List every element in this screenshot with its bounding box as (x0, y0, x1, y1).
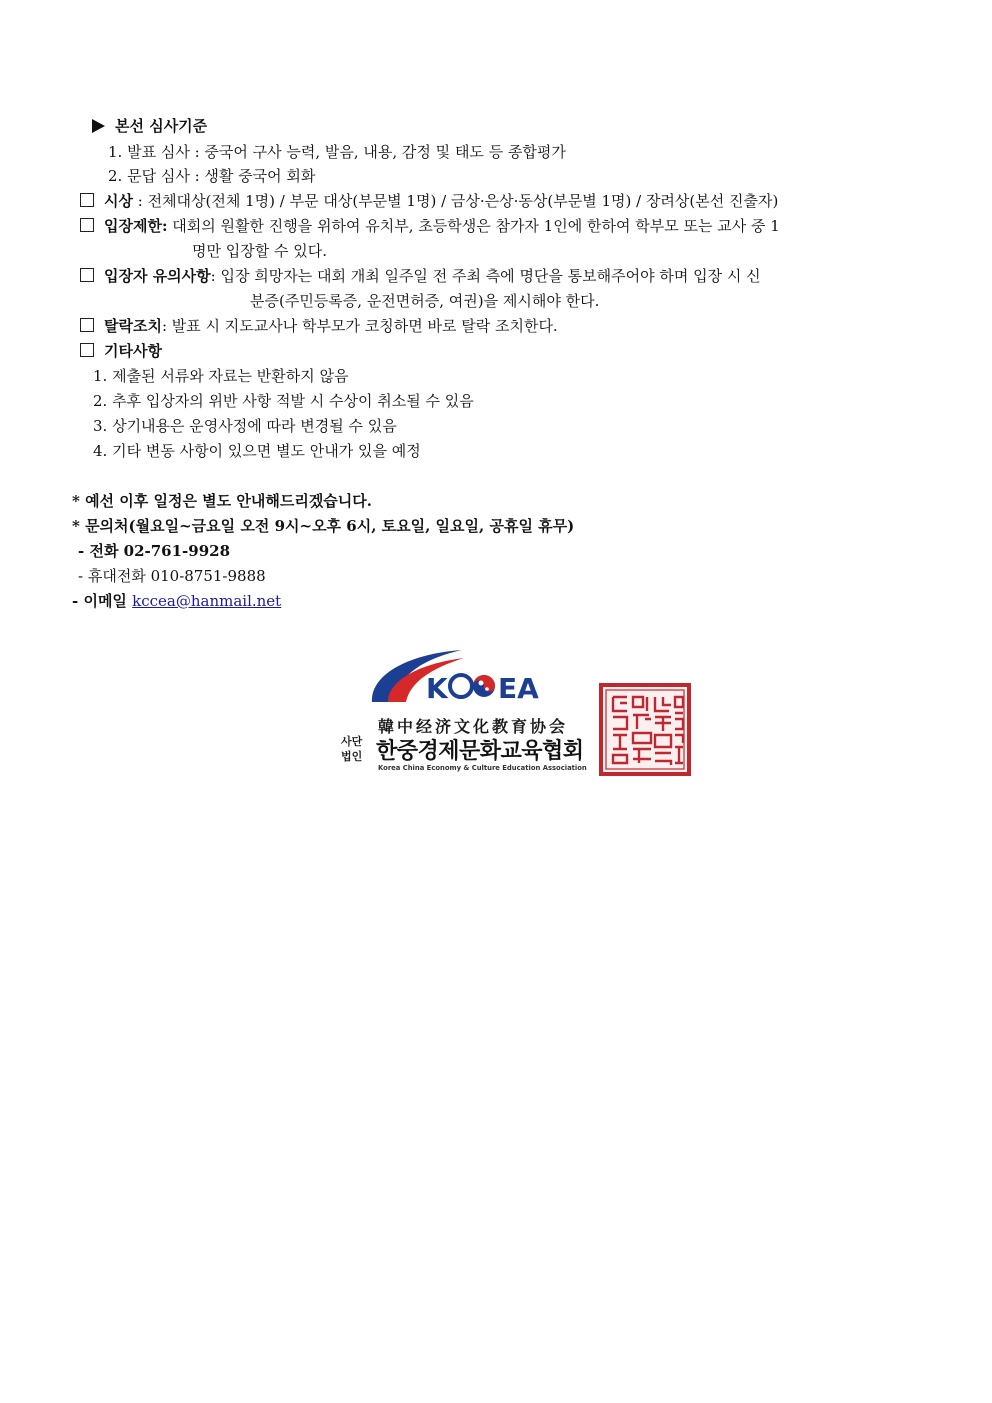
schedule-note: * 예선 이후 일정은 별도 안내해드리겠습니다. (72, 492, 372, 510)
disqualification-row: 탈락조치: 발표 시 지도교사나 학부모가 코칭하면 바로 탈락 조치한다. (80, 316, 558, 336)
checkbox-square-icon (80, 193, 94, 207)
logo-hanja-name: 韓中经济文化教育协会 (378, 717, 569, 736)
contact-email-row: - 이메일 kccea@hanmail.net (72, 592, 282, 610)
svg-text:EA: EA (498, 672, 539, 705)
criteria-item-1: 1. 발표 심사 : 중국어 구사 능력, 발음, 내용, 감정 및 태도 등 종합평가 (108, 143, 566, 161)
triangle-bullet-icon (92, 119, 105, 133)
contact-phone: - 전화 02-761-9928 (78, 542, 231, 560)
criteria-heading: 본선 심사기준 (92, 116, 207, 136)
misc-heading: 기타사항 (80, 341, 162, 361)
contact-heading: * 문의처(월요일~금요일 오전 9시~오후 6시, 토요일, 일요일, 공휴일 휴무) (72, 517, 575, 535)
logo-english-name: Korea China Economy & Culture Education Association (378, 764, 587, 772)
misc-item-1: 1. 제출된 서류와 자료는 반환하지 않음 (93, 367, 349, 385)
logo-korean-name: 한중경제문화교육협회 (376, 739, 584, 764)
entrant-notes-continuation: 분증(주민등록증, 운전면허증, 여권)을 제시해야 한다. (250, 292, 600, 310)
entry-limit-row: 입장제한: 대회의 원활한 진행을 위하여 유치부, 초등학생은 참가자 1인에 한하여 학부모 또는 교사 중 1 (80, 216, 922, 236)
entrant-notes-row: 입장자 유의사항: 입장 희망자는 대회 개최 일주일 전 주최 측에 명단을 통보해주어야 하며 입장 시 신 (80, 266, 922, 286)
official-seal-icon (599, 683, 691, 776)
checkbox-square-icon (80, 218, 94, 232)
email-link[interactable]: kccea@hanmail.net (132, 592, 282, 610)
contact-mobile: - 휴대전화 010-8751-9888 (78, 567, 266, 585)
misc-item-4: 4. 기타 변동 사항이 있으면 별도 안내가 있을 예정 (93, 442, 421, 460)
logo-sadan-label: 사단 법인 (341, 735, 363, 763)
checkbox-square-icon (80, 318, 94, 332)
misc-item-3: 3. 상기내용은 운영사정에 따라 변경될 수 있음 (93, 417, 397, 435)
kccea-swoosh-logo-icon (366, 646, 566, 710)
checkbox-square-icon (80, 343, 94, 357)
svg-text:K: K (426, 672, 448, 705)
awards-row: 시상 : 전체대상(전체 1명) / 부문 대상(부문별 1명) / 금상·은상·동상(부문별 1명) / 장려상(본선 진출자) (80, 191, 778, 211)
criteria-item-2: 2. 문답 심사 : 생활 중국어 회화 (108, 167, 316, 185)
entry-limit-continuation: 명만 입장할 수 있다. (192, 242, 327, 260)
checkbox-square-icon (80, 268, 94, 282)
misc-item-2: 2. 추후 입상자의 위반 사항 적발 시 수상이 취소될 수 있음 (93, 392, 474, 410)
